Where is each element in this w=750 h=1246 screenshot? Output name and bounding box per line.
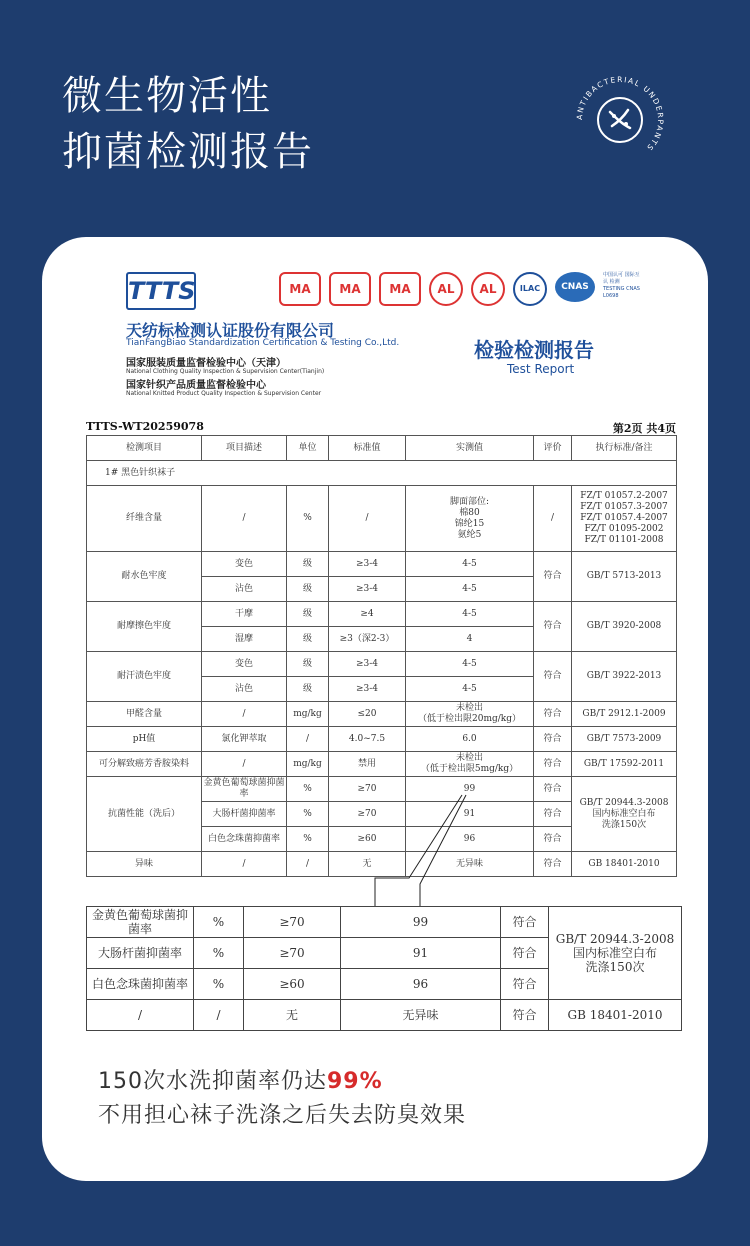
cal-mark-icon: AL: [471, 272, 505, 306]
zoom-desc: 金黄色葡萄球菌抑菌率: [87, 907, 194, 938]
cnas-text: 中国认可 国际互认 检测 TESTING CNAS L0698: [603, 272, 640, 299]
cell-std: ≥70: [329, 777, 406, 802]
fiber-comp: 锦纶15: [454, 518, 485, 529]
cell-measured: 4-5: [406, 652, 534, 677]
cell-note: GB 18401-2010: [572, 852, 677, 877]
cell-desc: /: [202, 486, 287, 552]
cell-eval: 符合: [534, 752, 572, 777]
cell-note: GB/T 3920-2008: [572, 602, 677, 652]
report-meta: [86, 420, 676, 433]
measured-line: （低于检出限5mg/kg）: [420, 764, 519, 774]
cell-std: ≤20: [329, 702, 406, 727]
cell-std: ≥70: [329, 802, 406, 827]
cell-measured: 无异味: [406, 852, 534, 877]
cell-std: ≥4: [329, 602, 406, 627]
company-name-cn: 天纺标检测认证股份有限公司: [126, 321, 335, 340]
table-row: [87, 752, 677, 777]
cell-desc: /: [202, 702, 287, 727]
note-line: 国内标准空白布: [572, 946, 657, 960]
results-table: [86, 435, 677, 877]
measured-line: 未检出: [455, 753, 483, 763]
cell-measured: 96: [406, 827, 534, 852]
zoom-unit: %: [194, 907, 244, 938]
note-line: 国内标准空白布: [592, 808, 656, 819]
cell-std: 禁用: [329, 752, 406, 777]
zoom-std: ≥70: [244, 907, 341, 938]
cell-std: 4.0~7.5: [329, 727, 406, 752]
cell-measured: [406, 486, 534, 552]
certification-marks: [279, 272, 641, 312]
cell-desc: 白色念珠菌抑菌率: [202, 827, 287, 852]
cell-item: 甲醛含量: [87, 702, 202, 727]
cell-std: ≥3-4: [329, 677, 406, 702]
zoom-unit: %: [194, 969, 244, 1000]
cell-desc: 大肠杆菌抑菌率: [202, 802, 287, 827]
center2-en: National Knitted Product Quality Inspection & Supervision Center: [126, 390, 322, 397]
cell-item: 耐汗渍色牢度: [87, 652, 202, 702]
standard: FZ/T 01057.2-2007: [580, 491, 668, 501]
zoom-measured: 无异味: [341, 1000, 501, 1031]
cell-unit: %: [287, 802, 329, 827]
cell-desc: /: [202, 752, 287, 777]
table-row: [87, 486, 677, 552]
fiber-comp: 氨纶5: [457, 529, 482, 540]
table-row: [87, 777, 677, 802]
zoom-row: [87, 1000, 682, 1031]
zoom-desc: 白色念珠菌抑菌率: [87, 969, 194, 1000]
cell-desc: 沾色: [202, 577, 287, 602]
cell-measured: 4: [406, 627, 534, 652]
cell-measured: 4-5: [406, 577, 534, 602]
cell-item: 耐摩擦色牢度: [87, 602, 202, 652]
zoom-measured: 91: [341, 938, 501, 969]
zoom-unit: %: [194, 938, 244, 969]
cell-desc: /: [202, 852, 287, 877]
center1-en: National Clothing Quality Inspection & Supervision Center(Tianjin): [126, 368, 325, 375]
cell-desc: 变色: [202, 652, 287, 677]
cell-eval: 符合: [534, 852, 572, 877]
cell-std: ≥3-4: [329, 577, 406, 602]
center1-cn: 国家服装质量监督检验中心（天津）: [126, 358, 286, 369]
page-indicator: 第2页 共4页: [612, 422, 676, 435]
cell-std: ≥3-4: [329, 552, 406, 577]
note-line: 洗涤150次: [601, 819, 647, 830]
zoom-unit: /: [194, 1000, 244, 1031]
header-cell: 检测项目: [87, 436, 202, 461]
cell-eval: 符合: [534, 777, 572, 802]
zoom-row: [87, 907, 682, 938]
zoom-eval: 符合: [501, 907, 549, 938]
cell-desc: 变色: [202, 552, 287, 577]
cell-note: GB/T 2912.1-2009: [572, 702, 677, 727]
sample-label: 1# 黑色针织袜子: [87, 461, 677, 486]
cell-eval: 符合: [534, 802, 572, 827]
zoom-std: 无: [244, 1000, 341, 1031]
headline-line1: 微生物活性: [62, 73, 272, 119]
cell-measured: [406, 752, 534, 777]
cell-unit: mg/kg: [287, 752, 329, 777]
cell-desc: 沾色: [202, 677, 287, 702]
cell-note: GB/T 5713-2013: [572, 552, 677, 602]
report-title-en: Test Report: [507, 362, 575, 376]
note-line: 洗涤150次: [585, 960, 645, 974]
zoom-note: [549, 907, 682, 1000]
cell-measured: 4-5: [406, 602, 534, 627]
table-row: [87, 702, 677, 727]
cell-unit: 级: [287, 627, 329, 652]
cell-eval: 符合: [534, 652, 572, 702]
header-cell: 单位: [287, 436, 329, 461]
zoom-desc: 大肠杆菌抑菌率: [87, 938, 194, 969]
cell-unit: /: [287, 852, 329, 877]
cell-unit: %: [287, 486, 329, 552]
cell-std: ≥60: [329, 827, 406, 852]
cell-note: [572, 777, 677, 852]
cell-unit: %: [287, 777, 329, 802]
cell-measured: [406, 702, 534, 727]
cell-item: 可分解致癌芳香胺染料: [87, 752, 202, 777]
fiber-comp: 棉80: [459, 507, 480, 518]
antibacterial-badge-icon: [570, 70, 670, 170]
badge-ring-text: ANTIBACTERIAL UNDERPANTS: [574, 74, 666, 154]
report-header: [84, 272, 684, 412]
zoom-std: ≥70: [244, 938, 341, 969]
cell-std: ≥3-4: [329, 652, 406, 677]
zoom-eval: 符合: [501, 1000, 549, 1031]
cell-item: 抗菌性能（洗后）: [87, 777, 202, 852]
cell-unit: 级: [287, 552, 329, 577]
cell-measured: 91: [406, 802, 534, 827]
cell-measured: 4-5: [406, 677, 534, 702]
tagline-line2: 不用担心袜子洗涤之后失去防臭效果: [98, 1103, 467, 1128]
cell-unit: 级: [287, 602, 329, 627]
sample-row: [87, 461, 677, 486]
cell-eval: 符合: [534, 602, 572, 652]
cell-eval: 符合: [534, 727, 572, 752]
table-header-row: [87, 436, 677, 461]
ilac-mark-icon: ILAC: [513, 272, 547, 306]
report-title-cn: 检验检测报告: [474, 338, 594, 362]
cal-mark-icon: AL: [429, 272, 463, 306]
table-row: [87, 852, 677, 877]
cell-item: 耐水色牢度: [87, 552, 202, 602]
cma-mark-icon: MA: [279, 272, 321, 306]
header-cell: 执行标准/备注: [572, 436, 677, 461]
cell-std: /: [329, 486, 406, 552]
tagline-highlight: 99%: [327, 1069, 383, 1094]
measured-line: 未检出: [455, 703, 483, 713]
standard: FZ/T 01057.4-2007: [580, 513, 668, 523]
zoom-measured: 99: [341, 907, 501, 938]
cell-note: GB/T 7573-2009: [572, 727, 677, 752]
header-cell: 实测值: [406, 436, 534, 461]
cma-mark-icon: MA: [329, 272, 371, 306]
table-row: [87, 727, 677, 752]
cell-unit: mg/kg: [287, 702, 329, 727]
cell-std: ≥3（深2-3）: [329, 627, 406, 652]
zoomed-results-table: [86, 906, 682, 1031]
zoom-note: GB 18401-2010: [549, 1000, 682, 1031]
zoom-eval: 符合: [501, 938, 549, 969]
table-row: [87, 602, 677, 627]
cell-desc: 氯化钾萃取: [202, 727, 287, 752]
header-cell: 标准值: [329, 436, 406, 461]
cell-unit: 级: [287, 577, 329, 602]
company-name-en: TianFangBiao Standardization Certification & Testing Co.,Ltd.: [126, 338, 400, 348]
cell-measured: 6.0: [406, 727, 534, 752]
cnas-mark-icon: CNAS: [555, 272, 595, 302]
header-cell: 评价: [534, 436, 572, 461]
cell-note: GB/T 3922-2013: [572, 652, 677, 702]
zoom-std: ≥60: [244, 969, 341, 1000]
headline-line2: 抑菌检测报告: [62, 129, 314, 175]
cell-unit: 级: [287, 652, 329, 677]
cell-note: [572, 486, 677, 552]
cell-desc: 干摩: [202, 602, 287, 627]
tagline-pre: 150次水洗抑菌率仍达: [98, 1069, 327, 1094]
cell-desc: 金黄色葡萄球菌抑菌率: [202, 777, 287, 802]
cell-unit: %: [287, 827, 329, 852]
zoom-desc: /: [87, 1000, 194, 1031]
cell-eval: 符合: [534, 827, 572, 852]
measured-line: （低于检出限20mg/kg）: [418, 714, 521, 724]
zoom-eval: 符合: [501, 969, 549, 1000]
standard: FZ/T 01057.3-2007: [580, 502, 668, 512]
cell-note: GB/T 17592-2011: [572, 752, 677, 777]
note-line: GB/T 20944.3-2008: [555, 932, 675, 946]
cell-desc: 湿摩: [202, 627, 287, 652]
cell-unit: 级: [287, 677, 329, 702]
cell-measured: 4-5: [406, 552, 534, 577]
cell-measured: 99: [406, 777, 534, 802]
center2-cn: 国家针织产品质量监督检验中心: [126, 380, 266, 391]
fiber-part: 脚面部位:: [449, 496, 490, 507]
cell-unit: /: [287, 727, 329, 752]
cell-item: pH值: [87, 727, 202, 752]
note-line: GB/T 20944.3-2008: [579, 797, 669, 808]
tagline-line1: [98, 1064, 383, 1095]
cell-item: 异味: [87, 852, 202, 877]
standard: FZ/T 01095-2002: [584, 524, 664, 534]
cell-item: 纤维含量: [87, 486, 202, 552]
header-cell: 项目描述: [202, 436, 287, 461]
cma-mark-icon: MA: [379, 272, 421, 306]
cell-std: 无: [329, 852, 406, 877]
report-number: TTTS-WT20259078: [86, 420, 204, 433]
headline: [62, 68, 314, 180]
cell-eval: 符合: [534, 552, 572, 602]
table-row: [87, 552, 677, 577]
zoom-measured: 96: [341, 969, 501, 1000]
cell-eval: 符合: [534, 702, 572, 727]
cell-eval: /: [534, 486, 572, 552]
ttts-logo: TTTS: [126, 272, 196, 310]
table-row: [87, 652, 677, 677]
standard: FZ/T 01101-2008: [584, 535, 664, 545]
